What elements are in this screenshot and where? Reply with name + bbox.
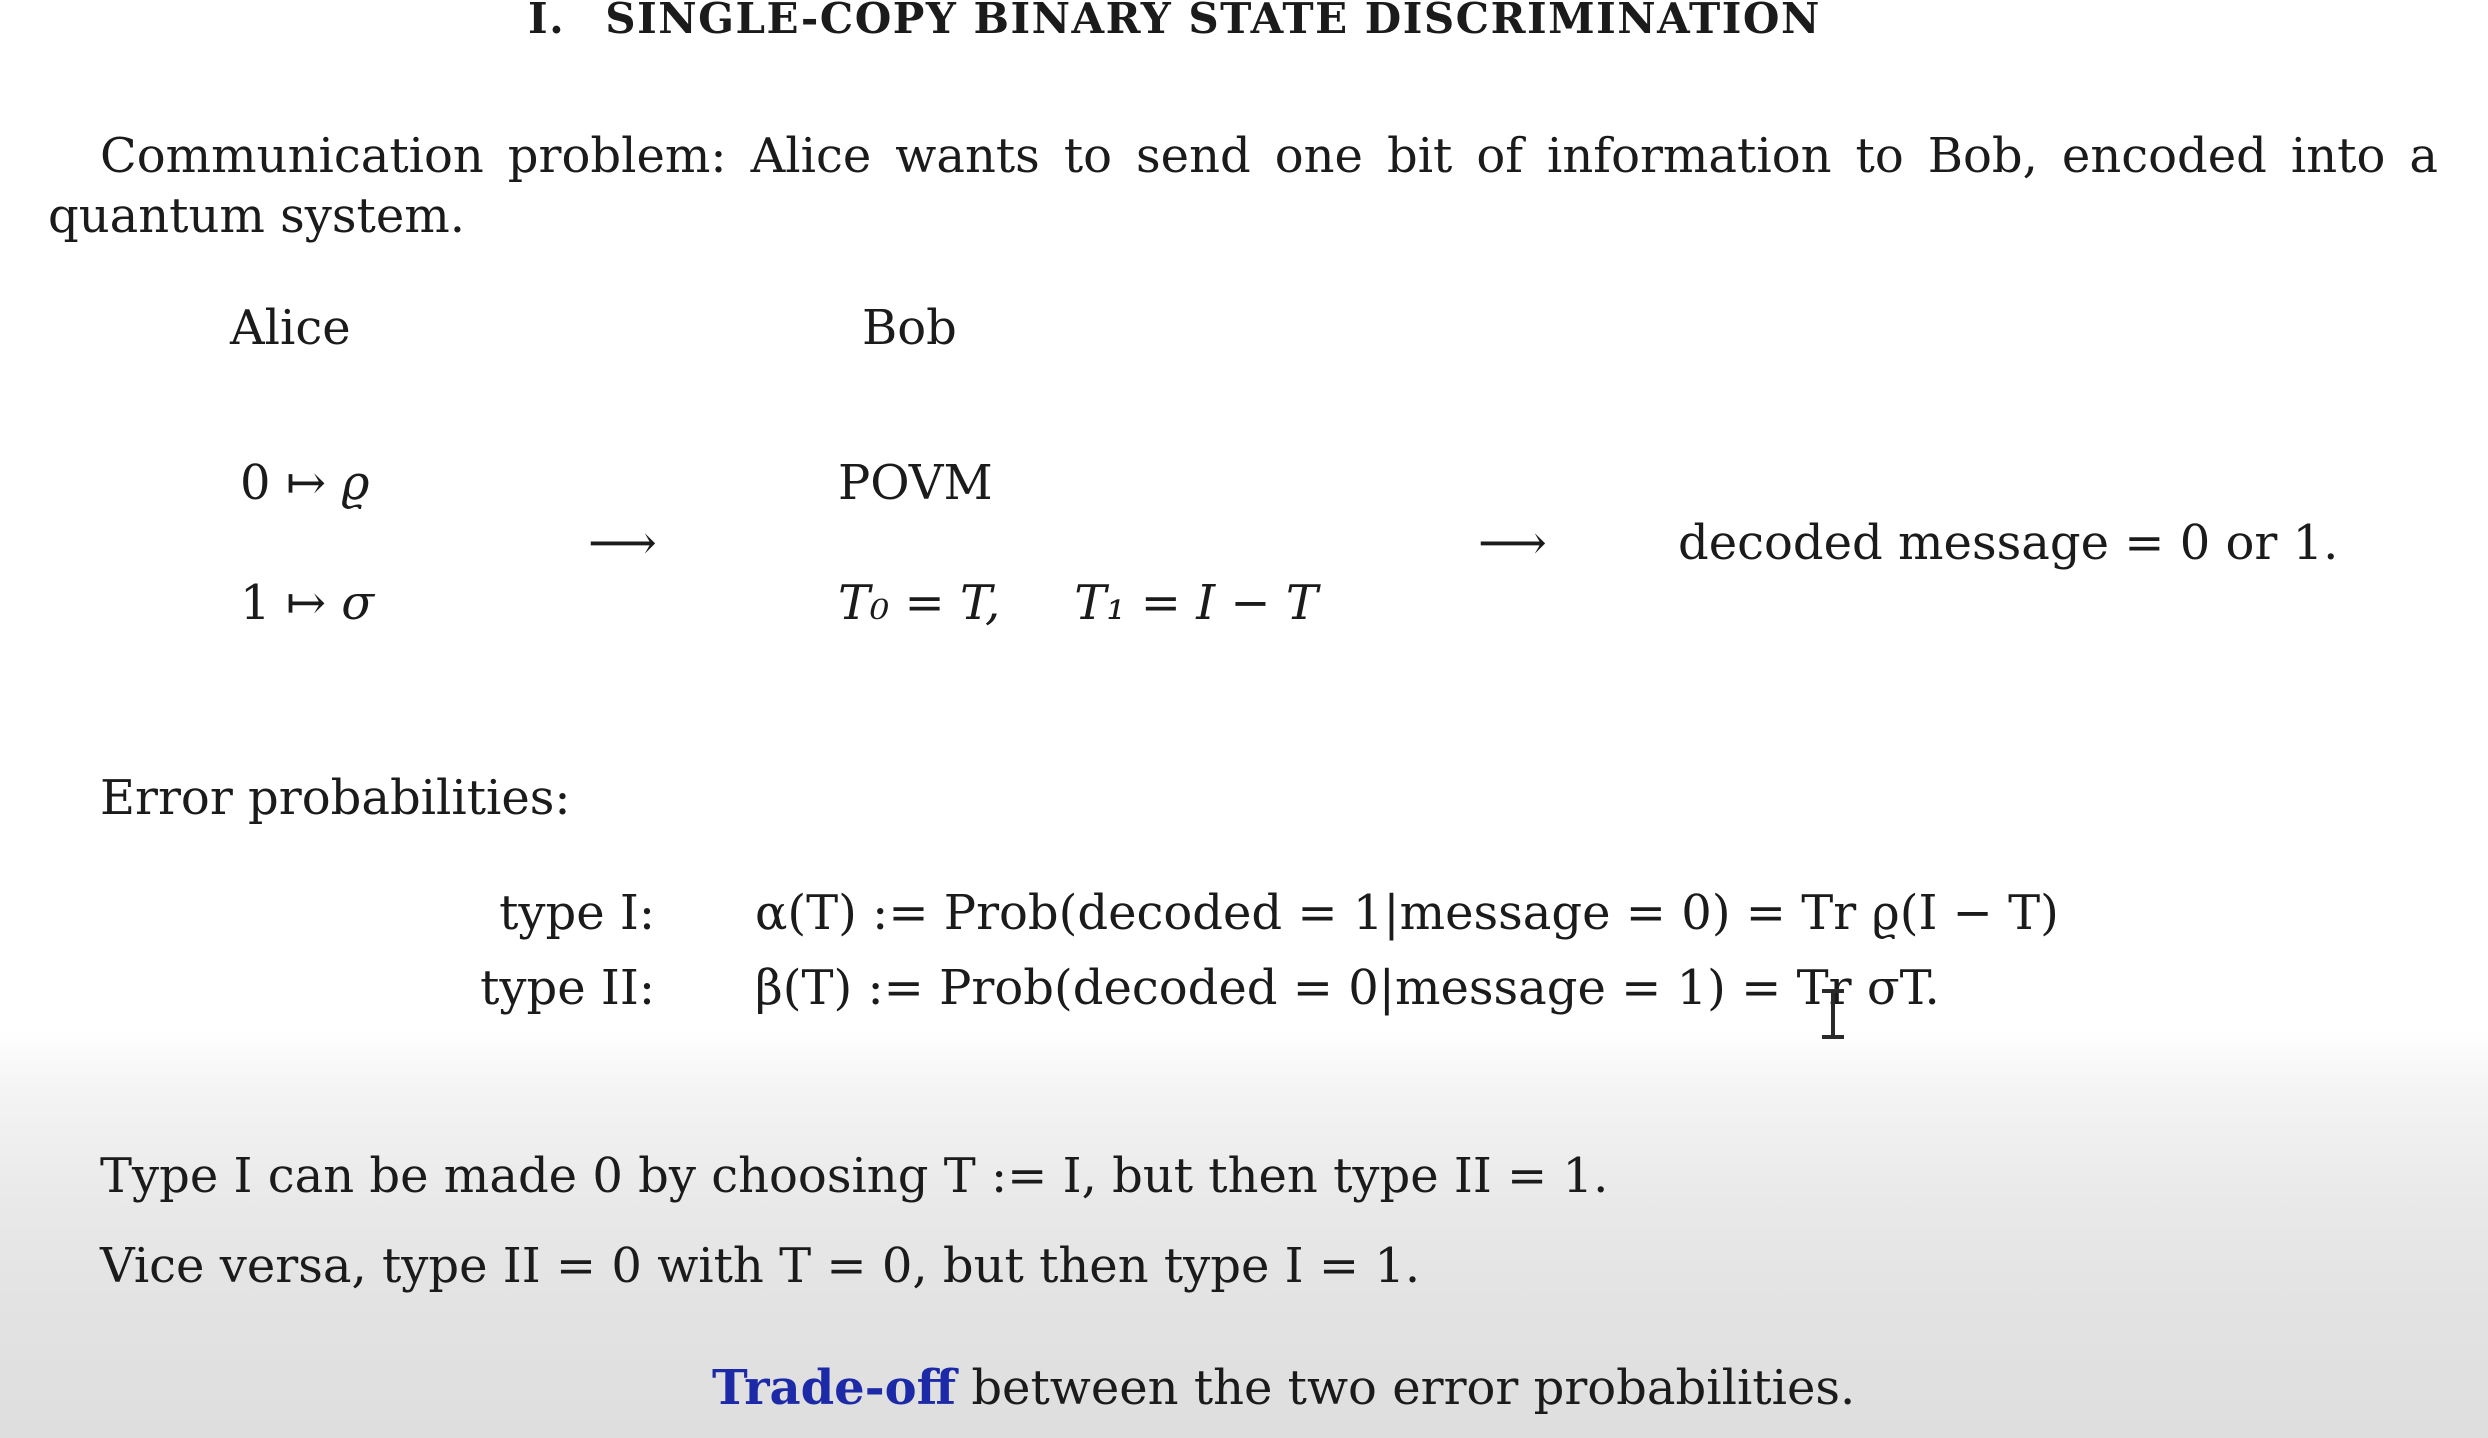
type-one-formula: α(T) := Prob(decoded = 1|message = 0) = Tr ϱ(I − T) (755, 885, 2059, 941)
encoding-one-bit: 1 (240, 575, 271, 631)
encoding-zero-bit: 0 (240, 455, 271, 511)
section-number: I. (528, 0, 566, 43)
error-probabilities-label: Error probabilities: (100, 770, 571, 826)
alice-label: Alice (230, 300, 351, 356)
tradeoff-rest: between the two error probabilities. (956, 1360, 1856, 1416)
type-two-label: type II: (480, 960, 655, 1016)
povm-operators (838, 575, 1318, 631)
maps-to-symbol: ↦ (285, 575, 327, 631)
tradeoff-highlight: Trade-off (712, 1360, 957, 1416)
decoded-message: decoded message = 0 or 1. (1678, 515, 2339, 571)
encoding-zero-state: ϱ (341, 455, 370, 511)
note-type-one: Type I can be made 0 by choosing T := I, but then type II = 1. (100, 1148, 1609, 1204)
note-vice-versa: Vice versa, type II = 0 with T = 0, but then type I = 1. (100, 1238, 1421, 1294)
text-cursor-icon (1818, 988, 1848, 1040)
povm-label: POVM (838, 455, 993, 511)
povm-t0: T₀ = T, (838, 575, 1001, 631)
bob-label: Bob (862, 300, 957, 356)
povm-t1: T₁ = I − T (1074, 575, 1318, 631)
section-title-text: SINGLE-COPY BINARY STATE DISCRIMINATION (605, 0, 1821, 43)
type-one-label: type I: (499, 885, 655, 941)
arrow-right-icon: ⟶ (1478, 515, 1547, 571)
tradeoff-sentence (712, 1360, 1855, 1416)
arrow-right-icon: ⟶ (588, 515, 657, 571)
maps-to-symbol: ↦ (285, 455, 327, 511)
encoding-one (240, 575, 374, 631)
section-title (528, 0, 1821, 43)
type-two-formula: β(T) := Prob(decoded = 0|message = 1) = Tr σT. (755, 960, 1940, 1016)
encoding-zero (240, 455, 370, 511)
intro-paragraph: Communication problem: Alice wants to send one bit of information to Bob, encoded into a quantum system. (48, 128, 2438, 244)
encoding-one-state: σ (341, 575, 375, 631)
